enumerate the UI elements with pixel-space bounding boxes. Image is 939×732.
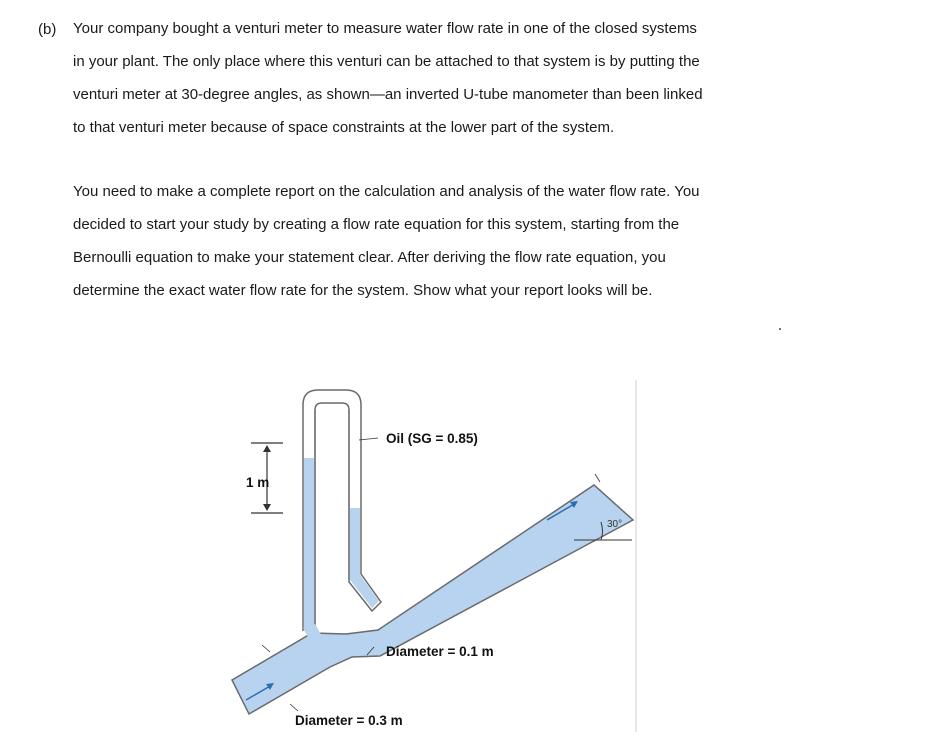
paragraph-2-line-3: Bernoulli equation to make your statement clear. After deriving the flow rate equation, you [73,249,666,266]
paragraph-1-line-2: in your plant. The only place where this venturi can be attached to that system is by putting the [73,53,700,70]
outlet-tick [595,474,600,482]
paragraph-2-line-1: You need to make a complete report on the calculation and analysis of the water flow rate. You [73,183,700,200]
paragraph-1-line-4: to that venturi meter because of space constraints at the lower part of the system. [73,119,615,136]
left-water-column [304,458,314,628]
paragraph-1-line-3: venturi meter at 30-degree angles, as shown—an inverted U-tube manometer than been linked [73,86,703,103]
inlet-leader [290,704,298,711]
height-label: 1 m [246,475,270,490]
throat-diameter-label: Diameter = 0.1 m [386,644,494,659]
angle-label: 30° [607,519,623,530]
dim-arrow-down [263,504,271,511]
inlet-diameter-label: Diameter = 0.3 m [295,713,403,728]
oil-leader [359,438,378,440]
inlet-tick [262,645,270,652]
paragraph-1-line-1: Your company bought a venturi meter to measure water flow rate in one of the closed systems [73,20,697,37]
oil-label: Oil (SG = 0.85) [386,431,478,446]
venturi-pipe [232,485,633,714]
paragraph-2-line-4: determine the exact water flow rate for the system. Show what your report looks will be. [73,282,653,299]
stray-dot [779,328,781,330]
dim-arrow-up [263,445,271,452]
paragraph-2-line-2: decided to start your study by creating a flow rate equation for this system, starting from the [73,216,680,233]
question-label: (b) [38,21,57,38]
